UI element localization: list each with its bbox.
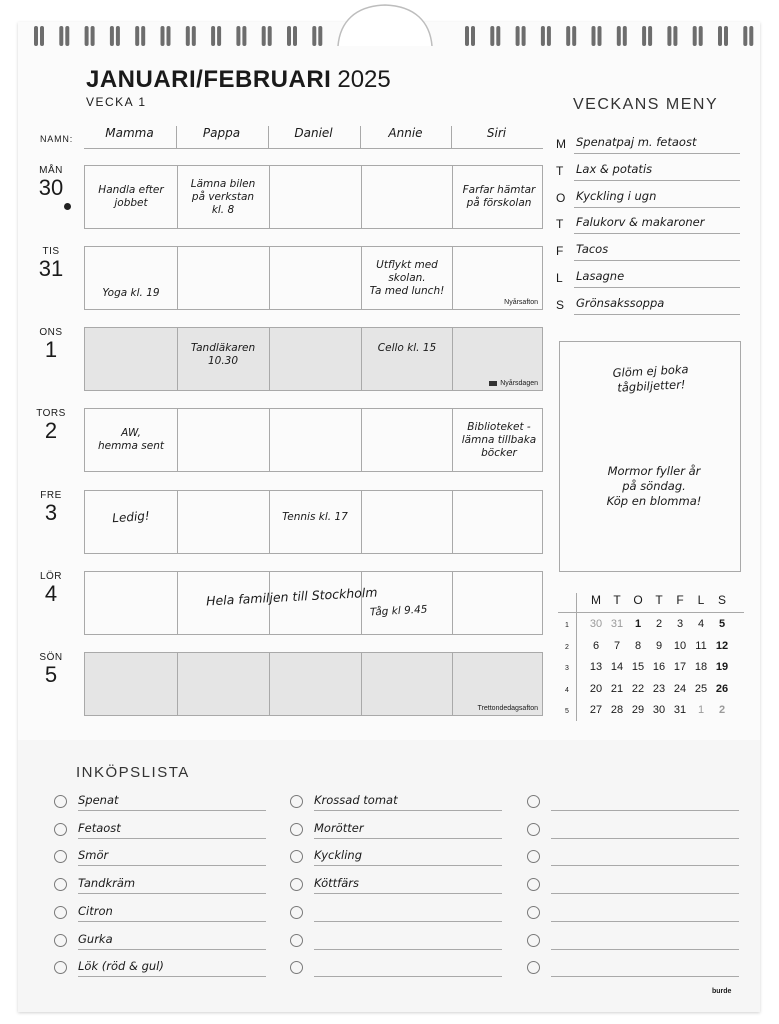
menu-line (574, 260, 740, 261)
checkbox-icon[interactable] (54, 934, 67, 947)
holiday-name: Trettondedagsafton (477, 705, 538, 712)
day-cell[interactable] (85, 491, 177, 553)
shopping-line (314, 921, 502, 922)
shopping-line (551, 893, 739, 894)
day-cell[interactable] (453, 409, 545, 471)
menu-line (574, 287, 740, 288)
calendar-day: 16 (652, 661, 666, 673)
shopping-item[interactable] (290, 791, 510, 817)
day-number: 3 (44, 500, 58, 525)
week-label: VECKA 1 (86, 95, 147, 109)
binding-ring (724, 26, 728, 46)
calendar-week-number: 2 (565, 643, 569, 651)
checkbox-icon[interactable] (54, 961, 67, 974)
day-cell[interactable] (177, 653, 269, 715)
menu-day-letter: F (556, 244, 564, 259)
checkbox-icon[interactable] (54, 906, 67, 919)
day-row (84, 165, 543, 229)
binding-ring (91, 26, 95, 46)
binding-ring (547, 26, 551, 46)
holiday-name: Nyårsdagen (500, 380, 538, 387)
binding-ring (167, 26, 171, 46)
shopping-line (78, 893, 266, 894)
menu-dish: Spenatpaj m. fetaost (576, 135, 697, 149)
menu-line (574, 233, 740, 234)
calendar-week-rule (576, 593, 577, 721)
binding-ring (592, 26, 596, 46)
binding-ring (471, 26, 475, 46)
day-cell[interactable] (361, 409, 453, 471)
shopping-item[interactable] (527, 791, 747, 817)
menu-line (574, 207, 740, 208)
binding-ring (617, 26, 621, 46)
day-name: FRE (40, 490, 62, 501)
binding-ring (135, 26, 139, 46)
shopping-line (551, 838, 739, 839)
shopping-line (78, 976, 266, 977)
shopping-line (78, 921, 266, 922)
calendar-header: S (717, 593, 726, 607)
calendar-day: 14 (610, 661, 624, 673)
day-row (84, 327, 543, 391)
shopping-item[interactable] (290, 846, 510, 872)
calendar-day: 21 (610, 682, 624, 695)
binding-ring (572, 26, 576, 46)
menu-line (574, 314, 740, 315)
calendar-day: 11 (695, 639, 707, 652)
day-row (84, 490, 543, 554)
shopping-item-text: Gurka (78, 931, 113, 946)
calendar-day: 7 (613, 639, 621, 652)
calendar-day: 20 (589, 682, 603, 695)
calendar-day: 31 (610, 618, 624, 630)
day-row (84, 246, 543, 310)
day-cell[interactable] (177, 328, 269, 390)
day-number: 5 (44, 662, 58, 687)
notes-box-note-2: Mormor fyller år på söndag. Köp en blomma! (606, 464, 702, 508)
day-cell[interactable] (177, 409, 269, 471)
shopping-line (314, 949, 502, 950)
calendar-day: 31 (673, 704, 687, 716)
checkbox-icon[interactable] (527, 934, 540, 947)
day-note: Utflykt med skolan. Ta med lunch! (369, 259, 445, 297)
shopping-item[interactable] (54, 819, 274, 845)
day-cell[interactable] (361, 166, 453, 228)
person-name: Annie (388, 126, 423, 140)
day-cell[interactable] (269, 653, 361, 715)
shopping-item[interactable] (54, 930, 274, 956)
menu-dish: Kyckling i ugn (576, 188, 657, 203)
menu-row[interactable] (556, 133, 742, 157)
day-number: 4 (44, 581, 58, 606)
binding-ring (217, 26, 221, 46)
shopping-item-text: Fetaost (78, 820, 121, 835)
calendar-day: 28 (610, 704, 624, 716)
checkbox-icon[interactable] (54, 795, 67, 808)
calendar-day: 17 (673, 661, 687, 673)
shopping-item[interactable] (54, 846, 274, 872)
calendar-day: 30 (652, 704, 666, 716)
menu-line (574, 180, 740, 181)
menu-heading: VECKANS MENY (573, 96, 719, 113)
binding-ring (211, 26, 215, 46)
menu-line (574, 153, 740, 154)
day-cell[interactable] (361, 572, 453, 634)
holiday-label (489, 380, 538, 387)
menu-day-letter: O (556, 190, 566, 205)
shopping-line (78, 810, 266, 811)
day-note: Lämna bilen på verkstan kl. 8 (190, 178, 256, 216)
calendar-day: 8 (634, 639, 642, 652)
binding-ring (541, 26, 545, 46)
calendar-day: 30 (589, 618, 603, 630)
shopping-item[interactable] (290, 930, 510, 956)
shopping-line (78, 865, 266, 866)
day-name: SÖN (39, 652, 63, 663)
flag-icon (489, 381, 497, 386)
calendar-week-number: 3 (565, 665, 569, 672)
shopping-line (551, 810, 739, 811)
header-divider (176, 126, 177, 148)
day-cell[interactable] (361, 491, 453, 553)
shopping-item[interactable] (54, 874, 274, 900)
person-name: Daniel (294, 126, 333, 140)
shopping-item-text: Köttfärs (314, 876, 360, 891)
binding-ring (693, 26, 697, 46)
day-number: 2 (44, 418, 58, 443)
binding-ring (59, 26, 63, 46)
binding-ring (287, 26, 291, 46)
day-note: Handla efter jobbet (98, 184, 164, 209)
binding-ring (268, 26, 272, 46)
day-row (84, 408, 543, 472)
header-line (84, 148, 543, 149)
checkbox-icon[interactable] (527, 906, 540, 919)
today-dot (64, 203, 71, 210)
header-divider (451, 126, 452, 148)
calendar-week-number: 4 (565, 686, 569, 694)
day-note: Farfar hämtar på förskolan (462, 184, 536, 209)
holiday-name: Nyårsafton (504, 299, 538, 306)
shopping-line (314, 838, 502, 839)
menu-row[interactable] (556, 294, 742, 318)
checkbox-icon[interactable] (54, 850, 67, 863)
day-cell[interactable] (85, 166, 177, 228)
shopping-item-text: Lök (röd & gul) (78, 959, 164, 974)
day-cell[interactable] (177, 247, 269, 309)
menu-row[interactable] (556, 267, 742, 291)
day-note: AW, hemma sent (97, 427, 165, 452)
shopping-line (551, 976, 739, 977)
calendar-header: T (655, 593, 663, 607)
person-name: Mamma (105, 126, 154, 140)
binding-ring (718, 26, 722, 46)
calendar-day: 15 (631, 661, 645, 673)
day-number: 1 (44, 337, 58, 362)
day-cell[interactable] (453, 572, 545, 634)
binding-ring (673, 26, 677, 46)
day-note: Tandläkaren 10.30 (190, 342, 256, 367)
binding-ring (116, 26, 120, 46)
binding-ring (642, 26, 646, 46)
calendar-day: 9 (655, 639, 663, 652)
calendar-day: 4 (697, 618, 705, 630)
shopping-item[interactable] (527, 846, 747, 872)
calendar-day: 13 (589, 661, 603, 673)
person-name: Siri (486, 126, 507, 140)
day-note: Cello kl. 15 (377, 342, 437, 354)
notes-box (559, 341, 741, 572)
day-cell[interactable] (85, 572, 177, 634)
binding-ring (465, 26, 469, 46)
menu-dish: Lasagne (576, 269, 625, 283)
shopping-item-text: Krossad tomat (314, 793, 398, 807)
brand-logo: burde (712, 988, 732, 995)
shopping-item[interactable] (527, 902, 747, 928)
menu-day-letter: S (556, 297, 565, 312)
day-note: Tennis kl. 17 (282, 511, 348, 523)
shopping-item-text: Morötter (314, 820, 364, 835)
saturday-note-sub: Tåg kl 9.45 (369, 603, 428, 619)
binding-ring (312, 26, 316, 46)
calendar-day: 12 (715, 639, 729, 652)
day-number: 31 (38, 256, 64, 281)
day-cell[interactable] (361, 247, 453, 309)
day-cell[interactable] (269, 166, 361, 228)
calendar-day: 5 (718, 618, 726, 630)
binding-ring (40, 26, 44, 46)
day-cell[interactable] (85, 328, 177, 390)
binding-ring (262, 26, 266, 46)
day-note: Yoga kl. 19 (102, 287, 160, 299)
checkbox-icon[interactable] (290, 850, 303, 863)
names-label: NAMN: (40, 134, 73, 144)
title-months: JANUARI/FEBRUARI (86, 66, 332, 93)
binding-ring (34, 26, 38, 46)
calendar-day: 10 (673, 639, 687, 652)
calendar-day: 1 (634, 618, 642, 630)
calendar-header: O (633, 593, 643, 607)
calendar-day: 22 (631, 682, 645, 695)
calendar-day: 2 (718, 704, 726, 716)
calendar-day: 29 (631, 704, 645, 716)
shopping-item-text: Kyckling (314, 848, 362, 863)
day-name: TORS (36, 408, 66, 419)
day-cell[interactable] (361, 653, 453, 715)
checkbox-icon[interactable] (290, 878, 303, 891)
day-row (84, 571, 543, 635)
menu-day-letter: M (556, 137, 566, 151)
menu-dish: Tacos (576, 242, 609, 257)
calendar-day: 26 (715, 682, 729, 695)
day-cell[interactable] (85, 409, 177, 471)
binding-ring (192, 26, 196, 46)
day-note: Biblioteket - lämna tillbaka böcker (461, 421, 537, 459)
shopping-line (551, 865, 739, 866)
calendar-day: 27 (589, 704, 603, 716)
shopping-item[interactable] (290, 874, 510, 900)
menu-day-letter: L (556, 271, 563, 285)
shopping-line (551, 921, 739, 922)
binding-ring (496, 26, 500, 46)
day-name: ONS (39, 327, 63, 338)
day-row (84, 652, 543, 716)
day-number: 30 (38, 175, 64, 200)
shopping-line (314, 976, 502, 977)
menu-dish: Grönsakssoppa (576, 295, 665, 310)
shopping-item[interactable] (527, 819, 747, 845)
title-year: 2025 (337, 66, 391, 93)
checkbox-icon[interactable] (290, 934, 303, 947)
menu-row[interactable] (556, 240, 742, 264)
calendar-day: 25 (694, 682, 708, 695)
binding-ring (516, 26, 520, 46)
day-cell[interactable] (361, 328, 453, 390)
checkbox-icon[interactable] (54, 878, 67, 891)
checkbox-icon[interactable] (290, 823, 303, 836)
day-cell[interactable] (85, 247, 177, 309)
binding-ring (141, 26, 145, 46)
menu-row[interactable] (556, 187, 742, 211)
day-name: MÅN (39, 165, 63, 176)
binding-ring (242, 26, 246, 46)
calendar-day: 6 (592, 639, 600, 652)
binding-ring (667, 26, 671, 46)
binding-ring (749, 26, 753, 46)
binding-ring (743, 26, 747, 46)
calendar-header: F (676, 593, 684, 607)
checkbox-icon[interactable] (527, 795, 540, 808)
binding-ring (648, 26, 652, 46)
calendar-day: 19 (715, 661, 729, 673)
day-cell[interactable] (177, 491, 269, 553)
calendar-day: 23 (652, 682, 666, 695)
calendar-header: T (613, 593, 621, 607)
header-divider (268, 126, 269, 148)
menu-day-letter: T (556, 163, 564, 178)
shopping-item[interactable] (290, 957, 510, 983)
shopping-item[interactable] (527, 930, 747, 956)
binding-ring (186, 26, 190, 46)
menu-dish: Lax & potatis (576, 161, 653, 176)
calendar-day: 24 (673, 682, 687, 695)
binding-ring (623, 26, 627, 46)
calendar-header: L (697, 593, 705, 607)
binding-ring (699, 26, 703, 46)
saturday-note: Hela familjen till Stockholm (205, 584, 378, 609)
checkbox-icon[interactable] (290, 795, 303, 808)
checkbox-icon[interactable] (290, 961, 303, 974)
calendar-header: M (591, 593, 601, 607)
page-title (86, 66, 391, 94)
day-cell[interactable] (85, 653, 177, 715)
checkbox-icon[interactable] (290, 906, 303, 919)
checkbox-icon[interactable] (527, 823, 540, 836)
calendar-day: 3 (676, 618, 684, 630)
binding-ring (318, 26, 322, 46)
shopping-item-text: Citron (78, 903, 113, 918)
shopping-item-text: Smör (78, 848, 109, 863)
binding-ring (236, 26, 240, 46)
binding-ring (490, 26, 494, 46)
calendar-rule (558, 612, 744, 613)
menu-row[interactable] (556, 160, 742, 184)
day-cell[interactable] (269, 491, 361, 553)
shopping-heading: INKÖPSLISTA (76, 764, 190, 781)
day-cell[interactable] (453, 166, 545, 228)
menu-day-letter: T (556, 217, 564, 232)
shopping-line (78, 838, 266, 839)
shopping-line (78, 949, 266, 950)
day-name: TIS (42, 246, 60, 257)
shopping-item[interactable] (527, 957, 747, 983)
shopping-item[interactable] (54, 791, 274, 817)
day-cell[interactable] (453, 491, 545, 553)
day-note: Ledig! (111, 508, 151, 526)
shopping-item[interactable] (527, 874, 747, 900)
shopping-line (314, 810, 502, 811)
binding-ring (598, 26, 602, 46)
checkbox-icon[interactable] (527, 961, 540, 974)
calendar-week-number: 1 (565, 622, 569, 629)
holiday-label (504, 299, 538, 306)
hanger-hook (330, 0, 440, 48)
day-cell[interactable] (177, 166, 269, 228)
menu-dish: Falukorv & makaroner (576, 215, 705, 230)
shopping-line (551, 949, 739, 950)
day-name: LÖR (39, 571, 63, 582)
binding-ring (110, 26, 114, 46)
binding-ring (65, 26, 69, 46)
shopping-item-text: Tandkräm (78, 876, 136, 891)
notes-box-note-1: Glöm ej boka tågbiljetter! (612, 362, 689, 395)
binding-ring (293, 26, 297, 46)
day-cell[interactable] (269, 409, 361, 471)
shopping-item[interactable] (290, 819, 510, 845)
header-divider (360, 126, 361, 148)
shopping-item-text: Spenat (78, 793, 119, 807)
holiday-label (478, 705, 538, 712)
shopping-item[interactable] (54, 902, 274, 928)
menu-row[interactable] (556, 213, 742, 237)
shopping-item[interactable] (290, 902, 510, 928)
day-cell[interactable] (269, 328, 361, 390)
binding-ring (522, 26, 526, 46)
checkbox-icon[interactable] (527, 878, 540, 891)
checkbox-icon[interactable] (527, 850, 540, 863)
day-cell[interactable] (269, 247, 361, 309)
calendar-day: 18 (694, 661, 708, 673)
checkbox-icon[interactable] (54, 823, 67, 836)
shopping-item[interactable] (54, 957, 274, 983)
calendar-week-number: 5 (565, 708, 569, 715)
person-name: Pappa (202, 126, 241, 140)
calendar-day: 2 (655, 618, 663, 630)
shopping-line (314, 865, 502, 866)
binding-ring (161, 26, 165, 46)
calendar-day: 1 (697, 704, 705, 716)
shopping-line (314, 893, 502, 894)
binding-ring (566, 26, 570, 46)
binding-ring (85, 26, 89, 46)
